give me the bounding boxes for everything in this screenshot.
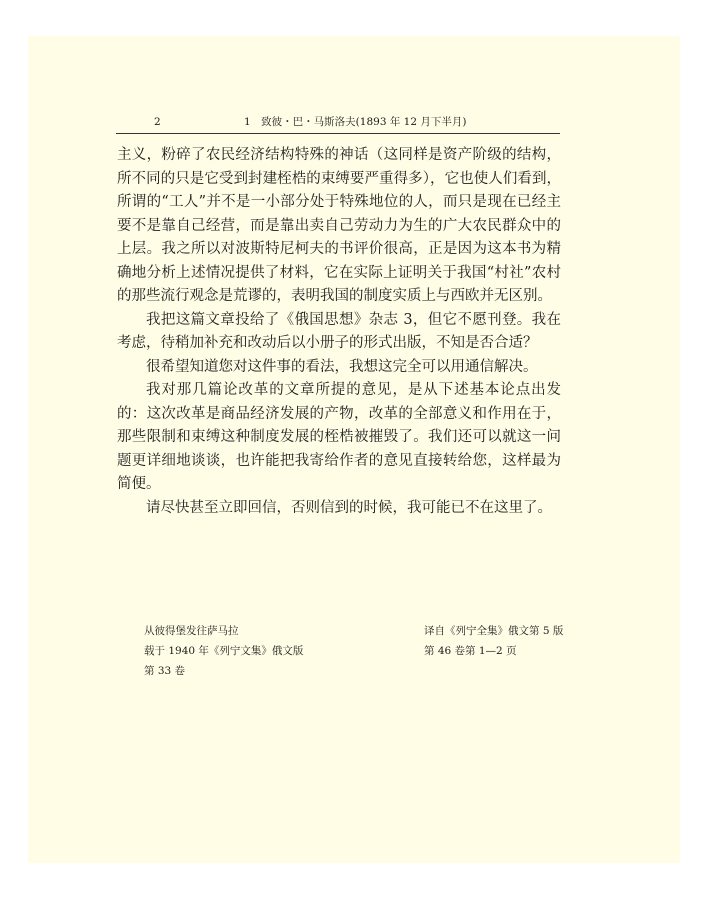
- paragraph: 主义，粉碎了农民经济结构特殊的神话（这同样是资产阶级的结构，所不同的只是它受到封建桎梏的束缚要严重得多），它也使人们看到，所谓的“工人”并不是一小部分处于特殊地位的人，而只是现在已经主要不是靠自己经营，而是靠出卖自己劳动力为生的广大农民群众中的上层。我之所以对波斯特尼柯夫的书评价很高，正是因为这本书为精确地分析上述情况提供了材料，它在实际上证明关于我国“村社”农村的那些流行观念是荒谬的，表明我国的制度实质上与西欧并无区别。: [117, 147, 561, 304]
- running-title: 1 致彼・巴・马斯洛夫(1893 年 12 月下半月): [244, 116, 467, 128]
- running-header: [116, 111, 560, 134]
- page-number: 2: [154, 116, 161, 128]
- note-line: 译自《列宁全集》俄文第 5 版: [424, 625, 564, 637]
- translation-notes: [424, 621, 594, 661]
- note-line: 第 46 卷第 1—2 页: [424, 645, 517, 657]
- paragraph: 很希望知道您对这件事的看法，我想这完全可以用通信解决。: [146, 358, 538, 375]
- note-line: 第 33 卷: [144, 665, 186, 677]
- note-line: 载于 1940 年《列宁文集》俄文版: [144, 645, 304, 657]
- note-line: 从彼得堡发往萨马拉: [144, 625, 239, 637]
- paragraph: 我对那几篇论改革的文章所提的意见，是从下述基本论点出发的：这次改革是商品经济发展的产物，改革的全部意义和作用在于，那些限制和束缚这种制度发展的桎梏被摧毁了。我们还可以就这一问题更详细地谈谈，也许能把我寄给作者的意见直接转给您，这样最为简便。: [117, 382, 561, 492]
- publication-notes: [144, 621, 364, 681]
- paragraph: 我把这篇文章投给了《俄国思想》杂志 3，但它不愿刊登。我在考虑，待稍加补充和改动后以小册子的形式出版，不知是否合适？: [117, 311, 561, 351]
- paragraph: 请尽快甚至立即回信，否则信到的时候，我可能已不在这里了。: [146, 499, 552, 516]
- letter-body: [117, 144, 561, 520]
